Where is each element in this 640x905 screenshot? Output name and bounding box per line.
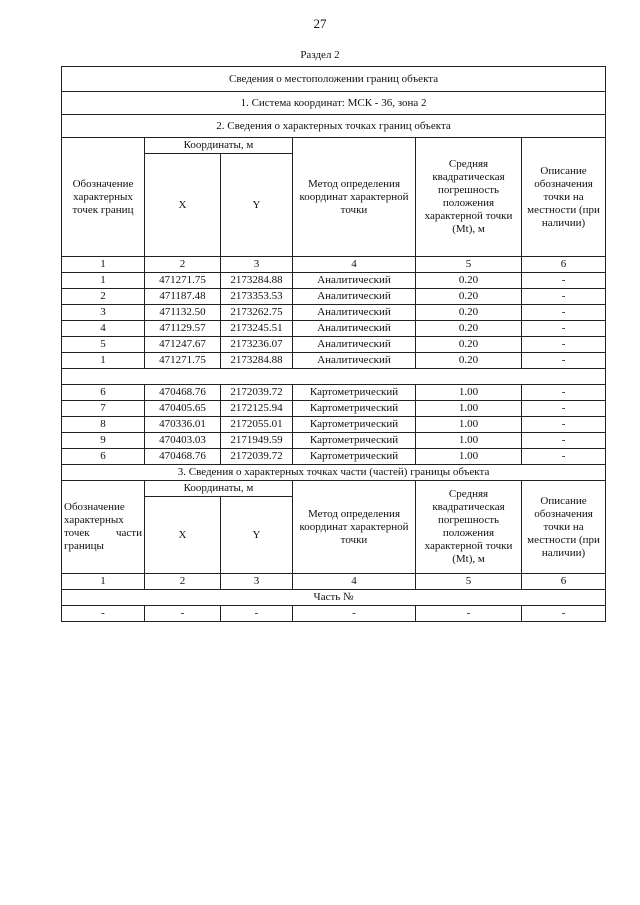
point-cell: 5 xyxy=(62,337,145,353)
point-cell: 1 xyxy=(62,273,145,289)
point-cell: 4 xyxy=(62,321,145,337)
header-x-part: X xyxy=(145,497,221,574)
column-number-row-part xyxy=(62,574,606,590)
header-point-part xyxy=(62,481,145,574)
method-cell: Картометрический xyxy=(293,417,416,433)
y-cell: 2172039.72 xyxy=(221,385,293,401)
column-number: 2 xyxy=(145,574,221,590)
desc-cell: - xyxy=(522,337,606,353)
desc-cell: - xyxy=(522,385,606,401)
y-cell: 2173284.88 xyxy=(221,353,293,369)
table-row xyxy=(62,305,606,321)
empty-part-cell: - xyxy=(293,606,416,622)
y-cell: 2172125.94 xyxy=(221,401,293,417)
column-number: 5 xyxy=(416,257,522,273)
table-row xyxy=(62,401,606,417)
table-row xyxy=(62,417,606,433)
y-cell: 2172039.72 xyxy=(221,449,293,465)
column-number: 3 xyxy=(221,257,293,273)
column-number: 6 xyxy=(522,257,606,273)
table-row xyxy=(62,289,606,305)
point-cell: 6 xyxy=(62,385,145,401)
column-number: 1 xyxy=(62,257,145,273)
y-cell: 2173236.07 xyxy=(221,337,293,353)
point-cell: 9 xyxy=(62,433,145,449)
point-cell: 1 xyxy=(62,353,145,369)
section-title: Раздел 2 xyxy=(300,49,340,61)
desc-cell: - xyxy=(522,433,606,449)
method-cell: Аналитический xyxy=(293,337,416,353)
table-row xyxy=(62,321,606,337)
table-row xyxy=(62,449,606,465)
method-cell: Аналитический xyxy=(293,289,416,305)
column-number: 4 xyxy=(293,257,416,273)
error-cell: 1.00 xyxy=(416,401,522,417)
method-cell: Аналитический xyxy=(293,305,416,321)
method-cell: Аналитический xyxy=(293,321,416,337)
error-cell: 0.20 xyxy=(416,337,522,353)
error-cell: 0.20 xyxy=(416,289,522,305)
column-number: 3 xyxy=(221,574,293,590)
column-number: 6 xyxy=(522,574,606,590)
part2-heading: 3. Сведения о характерных точках части (частей) границы объекта xyxy=(62,465,606,481)
column-number: 5 xyxy=(416,574,522,590)
column-number: 2 xyxy=(145,257,221,273)
header-point-line: характерных xyxy=(64,514,124,526)
x-cell: 471132.50 xyxy=(145,305,221,321)
header-method-part: Метод определения координат характерной точки xyxy=(293,481,416,574)
column-number: 4 xyxy=(293,574,416,590)
desc-cell: - xyxy=(522,305,606,321)
y-cell: 2172055.01 xyxy=(221,417,293,433)
point-cell: 3 xyxy=(62,305,145,321)
table-row xyxy=(62,273,606,289)
empty-cell xyxy=(62,369,606,385)
error-cell: 0.20 xyxy=(416,353,522,369)
desc-cell: - xyxy=(522,417,606,433)
error-cell: 1.00 xyxy=(416,385,522,401)
empty-part-cell: - xyxy=(62,606,145,622)
error-cell: 1.00 xyxy=(416,417,522,433)
error-cell: 0.20 xyxy=(416,305,522,321)
header-point: Обозначение характерных точек границ xyxy=(62,138,145,257)
table-title: Сведения о местоположении границ объекта xyxy=(62,67,606,92)
column-number-row xyxy=(62,257,606,273)
header-error: Средняя квадратическая погрешность положения характерной точки (Mt), м xyxy=(416,138,522,257)
header-x: X xyxy=(145,154,221,257)
desc-cell: - xyxy=(522,449,606,465)
point-cell: 7 xyxy=(62,401,145,417)
x-cell: 470403.03 xyxy=(145,433,221,449)
point-cell: 8 xyxy=(62,417,145,433)
coord-system: 1. Система координат: МСК - 36, зона 2 xyxy=(62,92,606,115)
empty-part-cell: - xyxy=(145,606,221,622)
empty-part-cell: - xyxy=(221,606,293,622)
header-y: Y xyxy=(221,154,293,257)
header-point-line: границы xyxy=(64,540,104,552)
desc-cell: - xyxy=(522,289,606,305)
y-cell: 2173284.88 xyxy=(221,273,293,289)
error-cell: 1.00 xyxy=(416,449,522,465)
header-desc: Описание обозначения точки на местности (при наличии) xyxy=(522,138,606,257)
empty-part-row xyxy=(62,606,606,622)
point-cell: 2 xyxy=(62,289,145,305)
method-cell: Картометрический xyxy=(293,401,416,417)
desc-cell: - xyxy=(522,273,606,289)
group2-rows xyxy=(62,385,606,465)
y-cell: 2173245.51 xyxy=(221,321,293,337)
x-cell: 471271.75 xyxy=(145,353,221,369)
table-row xyxy=(62,353,606,369)
x-cell: 471129.57 xyxy=(145,321,221,337)
method-cell: Картометрический xyxy=(293,385,416,401)
error-cell: 0.20 xyxy=(416,273,522,289)
x-cell: 470468.76 xyxy=(145,449,221,465)
error-cell: 1.00 xyxy=(416,433,522,449)
table-row xyxy=(62,385,606,401)
y-cell: 2173353.53 xyxy=(221,289,293,305)
y-cell: 2171949.59 xyxy=(221,433,293,449)
empty-part-cell: - xyxy=(522,606,606,622)
x-cell: 470405.65 xyxy=(145,401,221,417)
y-cell: 2173262.75 xyxy=(221,305,293,321)
error-cell: 0.20 xyxy=(416,321,522,337)
x-cell: 471187.48 xyxy=(145,289,221,305)
method-cell: Картометрический xyxy=(293,449,416,465)
desc-cell: - xyxy=(522,401,606,417)
x-cell: 471271.75 xyxy=(145,273,221,289)
header-desc-part: Описание обозначения точки на местности (при наличии) xyxy=(522,481,606,574)
header-coords-part: Координаты, м xyxy=(145,481,293,497)
x-cell: 471247.67 xyxy=(145,337,221,353)
part-label: Часть № xyxy=(62,590,606,606)
group-separator-row xyxy=(62,369,606,385)
header-coords: Координаты, м xyxy=(145,138,293,154)
x-cell: 470468.76 xyxy=(145,385,221,401)
header-method: Метод определения координат характерной точки xyxy=(293,138,416,257)
column-number: 1 xyxy=(62,574,145,590)
point-cell: 6 xyxy=(62,449,145,465)
method-cell: Аналитический xyxy=(293,353,416,369)
page-number: 27 xyxy=(313,16,327,31)
boundary-table xyxy=(61,66,606,622)
header-point-line: точек части xyxy=(64,527,142,539)
group1-rows xyxy=(62,273,606,369)
header-point-line: Обозначение xyxy=(64,501,125,513)
part1-heading: 2. Сведения о характерных точках границ объекта xyxy=(62,115,606,138)
method-cell: Картометрический xyxy=(293,433,416,449)
header-error-part: Средняя квадратическая погрешность положения характерной точки (Mt), м xyxy=(416,481,522,574)
table-row xyxy=(62,337,606,353)
method-cell: Аналитический xyxy=(293,273,416,289)
empty-part-cell: - xyxy=(416,606,522,622)
table-row xyxy=(62,433,606,449)
desc-cell: - xyxy=(522,353,606,369)
x-cell: 470336.01 xyxy=(145,417,221,433)
header-y-part: Y xyxy=(221,497,293,574)
desc-cell: - xyxy=(522,321,606,337)
